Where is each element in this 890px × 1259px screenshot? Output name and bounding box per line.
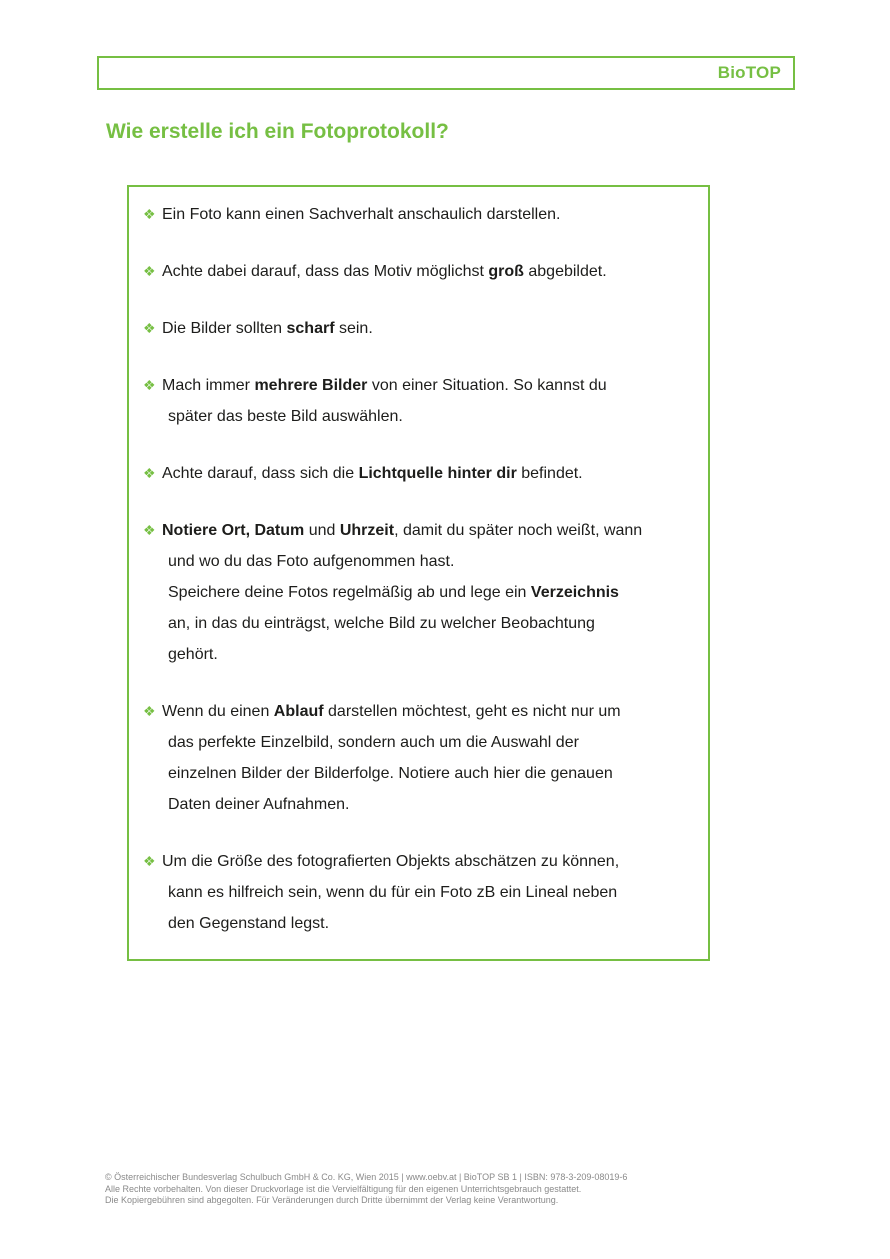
- list-item: [143, 199, 690, 230]
- list-item-line: das perfekte Einzelbild, sondern auch um die Auswahl der: [168, 734, 579, 751]
- content-box: [127, 185, 710, 961]
- list-item-line: Wenn du einen Ablauf darstellen möchtest, geht es nicht nur um: [162, 703, 621, 720]
- footer-copyright: [105, 1172, 627, 1207]
- diamond-bullet-icon: ❖: [143, 206, 156, 222]
- list-item-line: Mach immer mehrere Bilder von einer Situation. So kannst du: [162, 377, 607, 394]
- list-item-line: Daten deiner Aufnahmen.: [168, 796, 350, 813]
- list-item-line: den Gegenstand legst.: [168, 915, 330, 932]
- list-item-line: einzelnen Bilder der Bilderfolge. Notiere auch hier die genauen: [168, 765, 613, 782]
- diamond-bullet-icon: ❖: [143, 377, 156, 393]
- list-item-line: Die Bilder sollten scharf sein.: [162, 320, 373, 337]
- diamond-bullet-icon: ❖: [143, 263, 156, 279]
- list-item-line: Ein Foto kann einen Sachverhalt anschaulich darstellen.: [162, 206, 561, 223]
- list-item-line: Notiere Ort, Datum und Uhrzeit, damit du später noch weißt, wann: [162, 522, 643, 539]
- list-item: [143, 515, 690, 670]
- diamond-bullet-icon: ❖: [143, 703, 156, 719]
- diamond-bullet-icon: ❖: [143, 465, 156, 481]
- list-item-line: Achte darauf, dass sich die Lichtquelle hinter dir befindet.: [162, 465, 583, 482]
- list-item: [143, 256, 690, 287]
- diamond-bullet-icon: ❖: [143, 522, 156, 538]
- list-item: [143, 313, 690, 344]
- list-item-line: Um die Größe des fotografierten Objekts abschätzen zu können,: [162, 853, 620, 870]
- header-brand-box: [97, 56, 795, 90]
- diamond-bullet-icon: ❖: [143, 320, 156, 336]
- footer-line: Die Kopiergebühren sind abgegolten. Für Veränderungen durch Dritte übernimmt der Verlag keine Verantwortung.: [105, 1195, 559, 1205]
- footer-line: © Österreichischer Bundesverlag Schulbuch GmbH & Co. KG, Wien 2015 | www.oebv.at | BioTOP SB 1 | ISBN: 978-3-209-08019-6: [105, 1172, 628, 1182]
- list-item-line: an, in das du einträgst, welche Bild zu welcher Beobachtung: [168, 615, 595, 632]
- footer-line: Alle Rechte vorbehalten. Von dieser Druckvorlage ist die Vervielfältigung für den eigenen Unterrichtsgebrauch gestattet.: [105, 1183, 582, 1194]
- list-item: [143, 846, 690, 939]
- list-item: [143, 370, 690, 432]
- list-item-line: Achte dabei darauf, dass das Motiv möglichst groß abgebildet.: [162, 263, 607, 280]
- brand-logo-text: BioTOP: [717, 63, 781, 82]
- list-item: [143, 458, 690, 489]
- list-item: [143, 696, 690, 820]
- diamond-bullet-icon: ❖: [143, 853, 156, 869]
- list-item-line: später das beste Bild auswählen.: [168, 408, 403, 425]
- list-item-line: und wo du das Foto aufgenommen hast.: [168, 553, 455, 570]
- list-item-line: Speichere deine Fotos regelmäßig ab und lege ein Verzeichnis: [168, 584, 619, 601]
- page-title: Wie erstelle ich ein Fotoprotokoll?: [106, 120, 449, 143]
- list-item-line: gehört.: [168, 646, 218, 663]
- list-item-line: kann es hilfreich sein, wenn du für ein Foto zB ein Lineal neben: [168, 884, 618, 901]
- bullet-list: [143, 199, 690, 939]
